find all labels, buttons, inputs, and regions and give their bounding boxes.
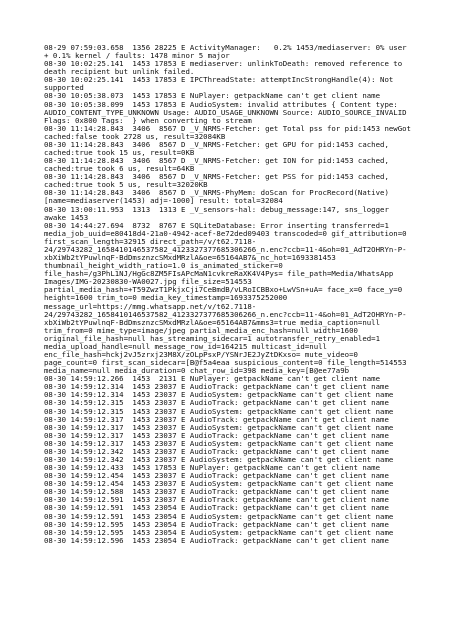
log-line: 08-30 14:59:12.454 1453 23037 E AudioTrack: getpackName can't get client name bbox=[44, 471, 389, 481]
log-line: trim_from=0 mime_type=image/jpeg partial_media_enc_hash=null width=1600 bbox=[44, 325, 358, 335]
log-line: supported bbox=[44, 83, 84, 93]
log-line: 08-30 11:14:28.843 3406 8567 D _V_NRMS-Fetcher: get GPU for pid:1453 cached, bbox=[44, 139, 389, 149]
log-line: cached:true took 6 us, result=64KB bbox=[44, 164, 195, 174]
log-line: [name=mediaserver(1453) adj=-1000] result: total=32084 bbox=[44, 196, 283, 206]
log-line: thumbnail_height_width_ratio=1.0 is_animated_sticker=0 bbox=[44, 261, 283, 271]
log-line: 08-30 14:59:12.314 1453 23037 E AudioTrack: getpackName can't get client name bbox=[44, 382, 389, 392]
log-line: Flags: 0x800 Tags: } when converting to stream bbox=[44, 115, 252, 125]
log-line: height=1600 trim_to=0 media_key_timestamp=1693375252000 bbox=[44, 293, 288, 303]
log-line: partial_media_hash=+T59ZwzT1PkjxCji7CeBmdB/vLRoICBBxo+LwVSn+uA= face_x=0 face_y=0 bbox=[44, 285, 403, 295]
log-line: 24/29743282_1658410146537582_4123327377685306266_n.enc?ccb=11-4&oh=01_AdT2OHRYn-P- bbox=[44, 309, 407, 319]
log-line: 08-29 07:59:03.658 1356 28225 E ActivityManager: 0.2% 1453/mediaserver: 0% user bbox=[44, 44, 407, 52]
log-line: 08-30 10:02:25.141 1453 17853 E IPCThreadState: attemptIncStrongHandle(4): Not bbox=[44, 75, 394, 85]
log-line: cached:true took 15 us, result=0KB bbox=[44, 148, 195, 158]
log-line: media_name=null media_duration=0 chat_row_id=398 media_key=[B@ee77a9b bbox=[44, 366, 350, 376]
log-text-body bbox=[44, 44, 439, 545]
log-line: 08-30 14:59:12.596 1453 23054 E AudioTrack: getpackName can't get client name bbox=[44, 535, 389, 545]
log-line: page_count=0 first_scan_sidecar=[B@f5a4eaa suspicious_content=0 file_length=514553 bbox=[44, 358, 407, 368]
log-line: 08-30 14:59:12.315 1453 23037 E AudioSystem: getpackName can't get client name bbox=[44, 406, 394, 416]
log-line: 08-30 14:44:27.694 8732 8767 E SQLiteDatabase: Error inserting transferred=1 bbox=[44, 220, 389, 230]
log-line: 08-30 14:59:12.317 1453 23037 E AudioTrack: getpackName can't get client name bbox=[44, 414, 389, 424]
log-line: media_upload_handle=null message_row_id=164215 multicast_id=null bbox=[44, 341, 327, 351]
log-line: 08-30 10:02:25.141 1453 17853 E mediaserver: unlinkToDeath: removed reference to bbox=[44, 59, 403, 69]
log-line: 08-30 11:14:28.843 3406 8567 D _V_NRMS-Fetcher: get PSS for pid:1453 cached, bbox=[44, 172, 389, 182]
log-line: 08-30 14:59:12.342 1453 23037 E AudioSystem: getpackName can't get client name bbox=[44, 454, 394, 464]
log-line: 08-30 10:05:38.099 1453 17853 E AudioSystem: invalid attributes { Content type: bbox=[44, 99, 398, 109]
log-line: 08-30 14:59:12.591 1453 23054 E AudioSystem: getpackName can't get client name bbox=[44, 511, 394, 521]
log-line: 08-30 14:59:12.317 1453 23037 E AudioSystem: getpackName can't get client name bbox=[44, 438, 394, 448]
log-line: 08-30 14:59:12.317 1453 23037 E AudioTrack: getpackName can't get client name bbox=[44, 430, 389, 440]
log-line: awake 1453 bbox=[44, 212, 89, 222]
log-line: AUDIO_CONTENT_TYPE_UNKNOWN Usage: AUDIO_USAGE_UNKNOWN Source: AUDIO_SOURCE_INVALID bbox=[44, 107, 407, 117]
log-line: 08-30 11:14:28.843 3406 8567 D _V_NRMS-Fetcher: get Total pss for pid:1453 newGot bbox=[44, 123, 411, 133]
log-line: enc_file_hash=hckj2vJ5zrxj23M8X/zOLpPsxP/YSNrJE2JyZtDKxso= mute_video=0 bbox=[44, 349, 358, 359]
log-line: 08-30 10:05:38.073 1453 17853 E NuPlayer: getpackName can't get client name bbox=[44, 91, 381, 101]
log-line: 08-30 11:14:28.843 3406 8567 D _V_NRMS-Fetcher: get ION for pid:1453 cached, bbox=[44, 156, 389, 166]
log-line: 24/29743282_1658410146537582_4123327377685306266_n.enc?ccb=11-4&oh=01_AdT2OHRYn-P- bbox=[44, 244, 407, 254]
log-line: cached:true took 5 us, result=32020KB bbox=[44, 180, 208, 190]
log-line: Images/IMG-20230830-WA0027.jpg file_size=514553 bbox=[44, 277, 252, 287]
log-line: 08-30 11:14:28.843 3406 8567 D _V_NRMS-PhyMem: doScan for ProcRecord(Native) bbox=[44, 188, 389, 198]
log-line: 08-30 14:59:12.314 1453 23037 E AudioSystem: getpackName can't get client name bbox=[44, 390, 394, 400]
log-line: 08-30 14:59:12.342 1453 23037 E AudioTrack: getpackName can't get client name bbox=[44, 446, 389, 456]
log-line: 08-30 14:59:12.588 1453 23037 E AudioTrack: getpackName can't get client name bbox=[44, 487, 389, 497]
log-line: file_hash=/g3PhL1NJ/HgGc8ZM5FIsAPcMaN1cvkreRaXK4V4Pys= file_path=Media/WhatsApp bbox=[44, 269, 394, 279]
log-line: xbXiWb2tYPuwlnqF-BdDmsznzcSMxdMRzlA&oe=65164AB7&_nc_hot=1693381453 bbox=[44, 253, 336, 263]
log-line: + 0.1% kernel / faults: 1478 minor 5 major bbox=[44, 51, 230, 61]
log-line: 08-30 14:59:12.591 1453 23037 E AudioTrack: getpackName can't get client name bbox=[44, 495, 389, 505]
log-line: death recipient but unlink failed. bbox=[44, 67, 195, 77]
log-line: 08-30 14:59:12.591 1453 23054 E AudioTrack: getpackName can't get client name bbox=[44, 503, 389, 513]
log-line: media_job_uuid=e80418d4-21a0-4942-acef-8e72ded09403 transcoded=0 gif_attribution=0 bbox=[44, 228, 407, 238]
log-line: 08-30 14:59:12.315 1453 23037 E AudioTrack: getpackName can't get client name bbox=[44, 398, 389, 408]
log-line: 08-30 14:59:12.266 1453 2131 E NuPlayer: getpackName can't get client name bbox=[44, 374, 381, 384]
log-line: original_file_hash=null has_streaming_sidecar=1 autotransfer_retry_enabled=1 bbox=[44, 333, 381, 343]
log-line: 08-30 14:59:12.595 1453 23054 E AudioSystem: getpackName can't get client name bbox=[44, 527, 394, 537]
log-line: 08-30 14:59:12.433 1453 17853 E NuPlayer: getpackName can't get client name bbox=[44, 463, 381, 473]
log-line: first_scan_length=32915 direct_path=/v/t62.7118- bbox=[44, 236, 257, 246]
log-line: 08-30 14:59:12.595 1453 23054 E AudioTrack: getpackName can't get client name bbox=[44, 519, 389, 529]
log-line: xbXiWb2tYPuwlnqF-BdDmsznzcSMxdMRzlA&oe=65164AB7&mms3=true media_caption=null bbox=[44, 317, 381, 327]
log-line: 08-30 14:59:12.454 1453 23037 E AudioSystem: getpackName can't get client name bbox=[44, 479, 394, 489]
log-line: cached:false took 2728 us, result=32084KB bbox=[44, 131, 226, 141]
log-line: 08-30 14:59:12.317 1453 23037 E AudioSystem: getpackName can't get client name bbox=[44, 422, 394, 432]
log-line: message_url=https://mmg.whatsapp.net/v/t62.7118- bbox=[44, 301, 257, 311]
log-line: 08-30 13:00:11.953 1313 1313 E _V_sensors-hal: debug_message:147, sns_logger bbox=[44, 204, 389, 214]
